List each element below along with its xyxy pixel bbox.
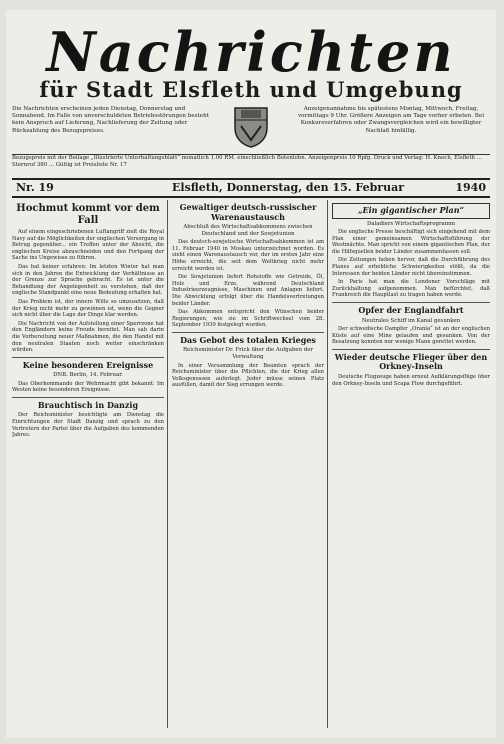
article-paragraph: Auf einem eingeschriebenen Luftangriff zielt die Royal Navy auf die Möglichkeiten der englischen Versorgung in Betrug gegenüber... ein Treffen unter der Absicht, die englischen Kreise abzuschneiden und den Fortgang der Sache ins Ungewisse zu führen.	[12, 229, 164, 262]
dateline	[12, 178, 490, 198]
subheadline: DNB. Berlin, 14. Februar.	[53, 372, 123, 379]
divider	[12, 357, 164, 358]
issue-date: Elsfleth, Donnerstag, den 15. Februar	[172, 181, 405, 194]
divider	[172, 332, 324, 333]
advertising-info: Anzeigenannahme bis spätestens Montag, Mittwoch, Freitag, vormittags 9 Uhr. Größere Anzeigen am Tage vorher erbeten. Bei Konkursverfahren oder Zwangsvergleichen wird ein bewilligter Nachlaß hinfällig.	[298, 106, 484, 134]
article-paragraph: Deutsche Flugzeuge haben erneut Aufklärungsflüge über den Orkney-Inseln und Scapa Flow durchgeführt.	[332, 373, 490, 387]
headline-hochmut: Hochmut kommt vor dem Fall	[16, 203, 160, 226]
headline-plan: „Ein gigantischer Plan“	[332, 203, 490, 219]
article-paragraph: In einer Versammlung der Beamten sprach der Reichsminister über die Pflichten, die der Krieg allen Volksgenossen auferlegt. Jeder müsse seinen Platz ausfüllen, damit der Sieg errungen werde.	[172, 362, 324, 389]
subheadline: Reichsminister Dr. Frick über die Aufgaben der Verwaltung	[183, 347, 313, 360]
column-divider	[327, 200, 328, 728]
article-paragraph: In Paris hat man die Londoner Vorschläge mit Zurückhaltung aufgenommen. Man befürchtet, daß Frankreich die Hauptlast zu tragen haben werde.	[332, 279, 490, 299]
masthead	[6, 20, 496, 102]
newspaper-page	[6, 10, 496, 738]
article-paragraph: Das hat keiner erfahren: Im letzten Winter hat man sich in den Jahren die Entwicklung der Verhältnisse an der Grenze zur Sprache gebracht. Es ist unter die Behandlung der Angelegenheit zu verstehen, daß der englische Standpunkt eine neue Bedeutung erhalten hat.	[12, 263, 164, 297]
subheadline: Abschluß des Wirtschaftsabkommens zwischen Deutschland und der Sowjetunion	[183, 224, 313, 237]
article-paragraph: Das Problem ist, der innere Wille so umzusetzen, daß der Krieg nicht mehr zu gewinnen ist, wenn die Gegner sich nicht über die Lage der Dinge klar werden.	[12, 298, 164, 319]
divider	[332, 302, 490, 303]
article-paragraph: Der Reichsminister besichtigte am Dienstag die Einrichtungen der Stadt Danzig und sprach zu den Vertretern der Partei über die Aufgaben des kommenden Jahres.	[12, 412, 164, 439]
subheadline: Daladiers Wirtschaftsprogramm	[367, 220, 455, 227]
subscription-notice: Bezugspreis mit der Beilage „Illustrierte Unterhaltungsblatt“ monatlich 1.00 RM. einschließlich Botenlohn. Anzeigenpreis 10 Rpfg. Druck und Verlag: H. Knoch, Elsfleth ... Sternruf 380 ... Gültig ist Preisliste Nr. 17	[12, 154, 490, 177]
headline-totaler-krieg: Das Gebot des totalen Krieges	[180, 334, 316, 345]
article-paragraph: Das Oberkommando der Wehrmacht gibt bekannt: Im Westen keine besonderen Ereignisse.	[12, 380, 164, 394]
subheadline: Neutrales Schiff im Kanal gesunken	[361, 317, 461, 324]
info-row	[12, 106, 490, 152]
article-paragraph: Das deutsch-sowjetische Wirtschaftsabkommen ist am 11. Februar 1940 in Moskau unterzeichnet worden. Es sieht einen Warenaustausch vor, der im ersten Jahr eine Höhe erreicht, die seit dem Weltkrieg nicht mehr erreicht worden ist.	[172, 239, 324, 272]
article-paragraph: Der schwedische Dampfer „Orania“ ist an der englischen Küste auf eine Mine gelaufen und gesunken. Von der Besatzung konnten nur wenige Mann gerettet werden.	[332, 326, 490, 346]
article-paragraph: Die Zeitungen heben hervor, daß die Durchführung des Planes auf erhebliche Schwierigkeiten stößt, da die Interessen der beiden Länder nicht übereinstimmen.	[332, 257, 490, 277]
headline-danzig: Brauchtisch in Danzig	[37, 399, 139, 410]
publication-info: Die Nachrichten erscheinen jeden Dienstag, Donnerstag und Sonnabend. Im Falle von unverschuldeten Betriebsstörungen besteht kein Anspruch auf Lieferung, Nachlieferung der Zeitung oder Rückzahlung des Bezugspreises.	[12, 106, 209, 134]
issue-number: Nr. 19	[16, 181, 54, 194]
headline-englandfahrt: Opfer der Englandfahrt	[358, 305, 464, 316]
headline-warenaustausch: Gewaltiger deutsch-russischer Warenaustausch	[179, 202, 317, 222]
newspaper-subtitle: für Stadt Elsfleth und Umgebung	[39, 77, 463, 102]
article-paragraph: Das Abkommen entspricht den Wünschen beider Regierungen, wie sie im Schriftwechsel vom 28. September 1939 festgelegt wurden.	[172, 309, 324, 329]
divider	[332, 349, 490, 350]
column-divider	[167, 200, 168, 728]
coat-of-arms-icon	[233, 106, 269, 148]
newspaper-title: Nachrichten	[46, 20, 456, 84]
article-paragraph: Die englische Presse beschäftigt sich eingehend mit dem Plan einer gemeinsamen Wirtschaftsführung der Westmächte. Man spricht von einem gigantischen Plan, der die Hilfsquellen beider Länder zusammenfassen soll.	[332, 229, 490, 255]
article-paragraph: Die Sowjetunion liefert Rohstoffe wie Getreide, Öl, Holz und Erze, während Deutschland Industrieerzeugnisse, Maschinen und Anlagen liefert. Die Abwicklung erfolgt über die Handelsvertretungen beider Länder.	[172, 274, 324, 307]
column-left	[12, 200, 164, 730]
article-paragraph: Die Nachricht von der Aufstellung einer Sperrzone hat den Engländern keine Freude bereitet. Man sah darin die Vorbereitung neuer Maßnahmen, die den Handel mit den neutralen Staaten noch weiter einschränken würden.	[12, 320, 164, 354]
divider	[12, 397, 164, 398]
headline-orkney: Wieder deutsche Flieger über den Orkney-Inseln	[334, 351, 488, 372]
column-middle	[172, 200, 324, 730]
headline-ereignisse: Keine besonderen Ereignisse	[22, 359, 154, 370]
column-right	[332, 200, 490, 730]
issue-year: 1940	[455, 181, 486, 194]
